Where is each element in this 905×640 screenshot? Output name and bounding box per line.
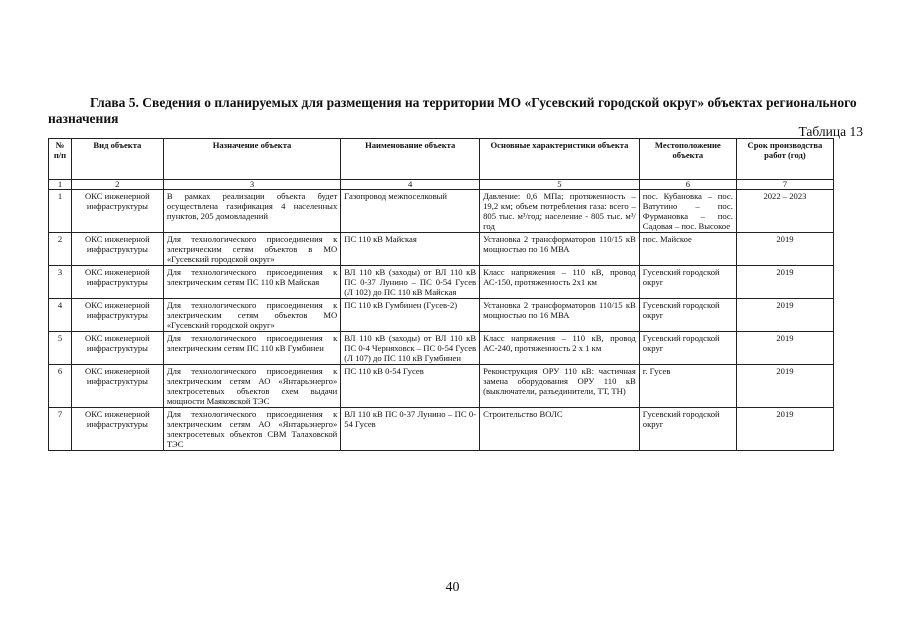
cell-num: 4 [49, 299, 72, 332]
chapter-heading [48, 95, 863, 127]
header-type: Вид объекта [71, 139, 163, 180]
header-num: № п/п [49, 139, 72, 180]
cell-purpose: Для технологического присоединения к электрическим сетям АО «Янтарьэнерго» электросетевых объектов СВМ Талаховской ТЭС [163, 408, 340, 451]
objects-table [48, 138, 834, 451]
header-purpose: Назначение объекта [163, 139, 340, 180]
column-number-row [49, 180, 834, 190]
cell-name: ПС 110 кВ Майская [341, 233, 480, 266]
cell-location: г. Гусев [639, 365, 736, 408]
cell-location: пос. Кубановка – пос. Ватутино – пос. Фурмановка – пос. Садовая – пос. Высокое [639, 190, 736, 233]
header-term: Срок производства работ (год) [736, 139, 833, 180]
column-number: 6 [639, 180, 736, 190]
table-row [49, 299, 834, 332]
cell-type: ОКС инженерной инфраструктуры [71, 332, 163, 365]
cell-term: 2019 [736, 299, 833, 332]
table-row [49, 233, 834, 266]
table-row [49, 332, 834, 365]
cell-chars: Установка 2 трансформаторов 110/15 кВ мощностью по 16 МВА [480, 233, 640, 266]
table-row [49, 365, 834, 408]
column-number: 2 [71, 180, 163, 190]
cell-location: Гусевский городской округ [639, 299, 736, 332]
cell-type: ОКС инженерной инфраструктуры [71, 233, 163, 266]
cell-num: 2 [49, 233, 72, 266]
cell-term: 2019 [736, 266, 833, 299]
header-location: Местоположение объекта [639, 139, 736, 180]
cell-type: ОКС инженерной инфраструктуры [71, 299, 163, 332]
cell-name: ВЛ 110 кВ ПС 0-37 Лунино – ПС 0-54 Гусев [341, 408, 480, 451]
column-number: 5 [480, 180, 640, 190]
page-number: 40 [445, 580, 460, 595]
table-row [49, 190, 834, 233]
cell-name: ПС 110 кВ Гумбинен (Гусев-2) [341, 299, 480, 332]
cell-term: 2019 [736, 332, 833, 365]
cell-term: 2019 [736, 408, 833, 451]
cell-location: Гусевский городской округ [639, 408, 736, 451]
cell-term: 2019 [736, 233, 833, 266]
cell-num: 7 [49, 408, 72, 451]
cell-chars: Класс напряжения – 110 кВ, провод АС-150, протяженность 2х1 км [480, 266, 640, 299]
cell-name: ВЛ 110 кВ (заходы) от ВЛ 110 кВ ПС 0-37 Лунино – ПС 0-54 Гусев (Л 102) до ПС 110 кВ Майская [341, 266, 480, 299]
cell-chars: Реконструкция ОРУ 110 кВ: частичная замена оборудования ОРУ 110 кВ (выключатели, разъединители, ТТ, ТН) [480, 365, 640, 408]
column-number: 4 [341, 180, 480, 190]
cell-term: 2019 [736, 365, 833, 408]
cell-location: Гусевский городской округ [639, 266, 736, 299]
cell-name: ВЛ 110 кВ (заходы) от ВЛ 110 кВ ПС 0-4 Черняховск – ПС 0-54 Гусев (Л 107) до ПС 110 кВ Гумбинен [341, 332, 480, 365]
cell-location: Гусевский городской округ [639, 332, 736, 365]
cell-num: 5 [49, 332, 72, 365]
cell-purpose: Для технологического присоединения к электрическим сетям ПС 110 кВ Гумбинен [163, 332, 340, 365]
header-chars: Основные характеристики объекта [480, 139, 640, 180]
cell-type: ОКС инженерной инфраструктуры [71, 190, 163, 233]
cell-chars: Класс напряжения – 110 кВ, провод АС-240, протяженность 2 х 1 км [480, 332, 640, 365]
column-number: 3 [163, 180, 340, 190]
cell-type: ОКС инженерной инфраструктуры [71, 266, 163, 299]
table-row [49, 266, 834, 299]
table-label: Таблица 13 [798, 124, 863, 139]
table-row [49, 408, 834, 451]
cell-type: ОКС инженерной инфраструктуры [71, 365, 163, 408]
cell-chars: Строительство ВОЛС [480, 408, 640, 451]
cell-term: 2022 – 2023 [736, 190, 833, 233]
column-number: 7 [736, 180, 833, 190]
cell-num: 6 [49, 365, 72, 408]
header-name: Наименование объекта [341, 139, 480, 180]
cell-chars: Давление: 0,6 МПа; протяженность – 19,2 км; объем потребления газа: всего – 805 тыс. м³/год; население - 805 тыс. м³/год [480, 190, 640, 233]
column-number: 1 [49, 180, 72, 190]
cell-purpose: Для технологического присоединения к электрическим сетям ПС 110 кВ Майская [163, 266, 340, 299]
cell-location: пос. Майское [639, 233, 736, 266]
cell-num: 1 [49, 190, 72, 233]
cell-type: ОКС инженерной инфраструктуры [71, 408, 163, 451]
cell-purpose: В рамках реализации объекта будет осуществлена газификация 4 населенных пунктов, 205 домовладений [163, 190, 340, 233]
table-header-row [49, 139, 834, 180]
cell-name: ПС 110 кВ 0-54 Гусев [341, 365, 480, 408]
cell-purpose: Для технологического присоединения к электрическим сетям объектов МО «Гусевский городской округ» [163, 299, 340, 332]
cell-purpose: Для технологического присоединения к электрическим сетям АО «Янтарьэнерго» электросетевых объектов схем выдачи мощности Маяковской ТЭС [163, 365, 340, 408]
cell-num: 3 [49, 266, 72, 299]
cell-purpose: Для технологического присоединения к электрическим сетям объектов в МО «Гусевский городской округ» [163, 233, 340, 266]
cell-name: Газопровод межпоселковый [341, 190, 480, 233]
cell-chars: Установка 2 трансформаторов 110/15 кВ мощностью по 16 МВА [480, 299, 640, 332]
chapter-heading-text: Глава 5. Сведения о планируемых для размещения на территории МО «Гусевский городской округ» объектах регионального назначения [48, 95, 857, 126]
